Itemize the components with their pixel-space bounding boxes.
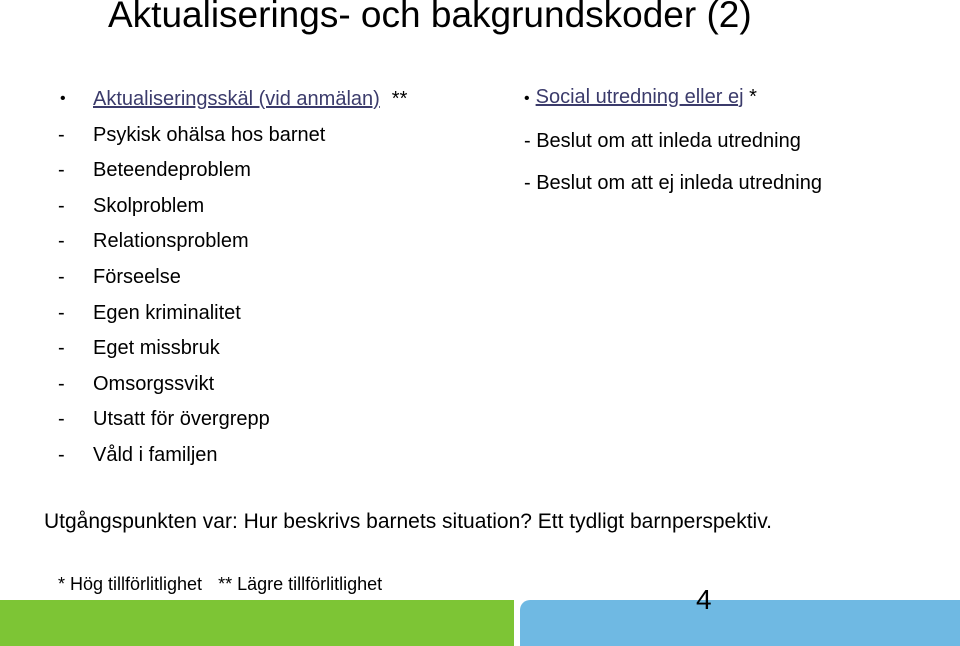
- dash-marker: -: [58, 337, 65, 360]
- list-item: [58, 298, 407, 334]
- list-item: [58, 191, 407, 227]
- legend-low: ** Lägre tillförlitlighet: [218, 574, 383, 594]
- list-item: [58, 262, 407, 298]
- dash-marker: -: [58, 123, 65, 146]
- legend-high: * Hög tillförlitlighet: [58, 574, 203, 594]
- right-heading-star: *: [749, 86, 757, 108]
- dash-marker: -: [58, 443, 65, 466]
- reliability-legend: [58, 574, 382, 595]
- dash-marker: -: [58, 265, 65, 288]
- list-item: [58, 369, 407, 405]
- list-item: [58, 404, 407, 440]
- list-item: [58, 333, 407, 369]
- list-item-text: Eget missbruk: [93, 337, 220, 360]
- list-item: [58, 120, 407, 156]
- footer-bar-green: [0, 600, 514, 646]
- list-item-text: Beteendeproblem: [93, 159, 251, 182]
- list-item-text: Psykisk ohälsa hos barnet: [93, 123, 326, 146]
- footer-bars: [0, 600, 960, 646]
- dash-marker: -: [58, 408, 65, 431]
- dash-marker: -: [58, 194, 65, 217]
- list-item-text: Relationsproblem: [93, 230, 249, 253]
- left-heading-star: **: [391, 88, 408, 110]
- slide-title: Aktualiserings- och bakgrundskoder (2): [108, 0, 752, 35]
- right-heading-row: [524, 82, 822, 112]
- list-item-text: Våld i familjen: [93, 443, 218, 466]
- note-text: Utgångspunkten var: Hur beskrivs barnets situation? Ett tydligt barnperspektiv.: [44, 510, 772, 533]
- list-item-text: Egen kriminalitet: [93, 301, 241, 324]
- list-item-text: Utsatt för övergrepp: [93, 408, 270, 431]
- left-heading-row: [58, 84, 407, 120]
- right-item: - Beslut om att ej inleda utredning: [524, 172, 822, 194]
- left-column: [58, 84, 407, 476]
- page-number: 4: [696, 584, 712, 615]
- dash-marker: -: [58, 372, 65, 395]
- list-item-text: Omsorgssvikt: [93, 372, 215, 395]
- list-item: [58, 155, 407, 191]
- right-item: - Beslut om att inleda utredning: [524, 130, 801, 152]
- list-item: [58, 226, 407, 262]
- bullet-icon: •: [60, 90, 66, 107]
- dash-marker: -: [58, 159, 65, 182]
- left-heading: Aktualiseringsskäl (vid anmälan): [93, 88, 380, 110]
- footer-bar-blue: [520, 600, 960, 646]
- right-heading: Social utredning eller ej: [535, 86, 744, 108]
- list-item-text: Skolproblem: [93, 194, 205, 217]
- list-item-text: Förseelse: [93, 265, 181, 288]
- dash-marker: -: [58, 301, 65, 324]
- dash-marker: -: [58, 230, 65, 253]
- list-item: [58, 440, 407, 476]
- bullet-icon: •: [524, 90, 530, 107]
- right-column: [524, 82, 822, 208]
